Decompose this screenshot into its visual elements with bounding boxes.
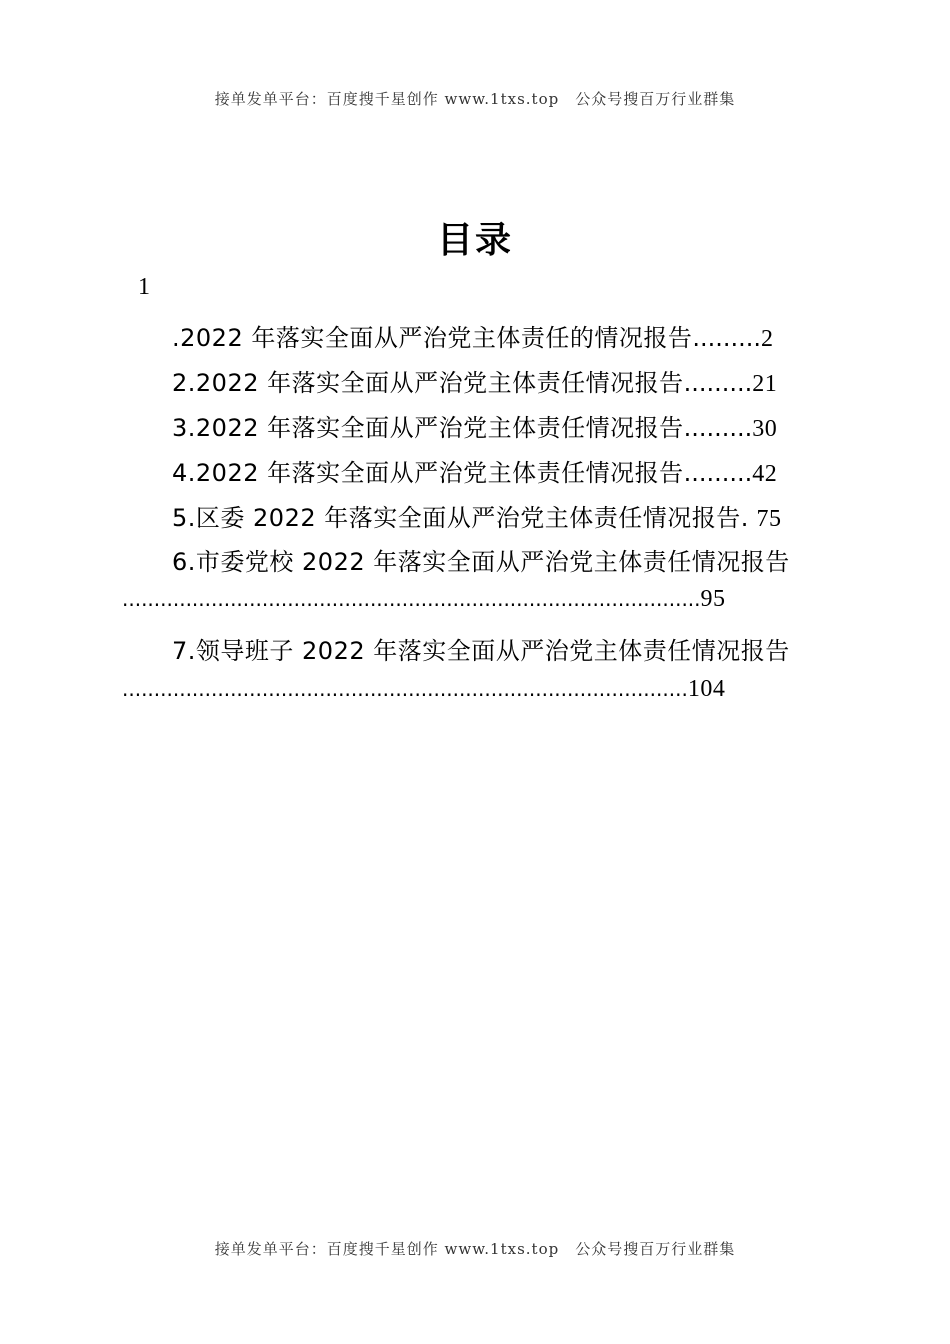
toc-entry-2[interactable]: [172, 363, 777, 398]
toc-entry-title: 5.区委 2022 年落实全面从严治党主体责任情况报告: [172, 504, 741, 532]
toc-entry-leader: .........: [683, 369, 753, 397]
toc-entry-title: 7.领导班子 2022 年落实全面从严治党主体责任情况报告: [172, 637, 790, 665]
toc-entry-leader: .........: [692, 324, 762, 352]
toc-entry-leader: ...........................................................................................: [122, 587, 701, 611]
toc-entry-5[interactable]: [172, 498, 782, 533]
toc-entry-7[interactable]: [172, 631, 790, 666]
toc-entry-leader: .........................................................................................: [122, 677, 688, 701]
toc-entry-title: 2.2022 年落实全面从严治党主体责任情况报告: [172, 369, 684, 397]
page-header: 接单发单平台：百度搜千星创作 www.1txs.top 公众号搜百万行业群集: [214, 90, 736, 108]
toc-entry-title: 3.2022 年落实全面从严治党主体责任情况报告: [172, 414, 684, 442]
toc-entry-title: .2022 年落实全面从严治党主体责任的情况报告: [172, 324, 693, 352]
toc-entry-leader: .........: [683, 459, 753, 487]
toc-entry-page: 2: [761, 326, 774, 352]
toc-entry-3[interactable]: [172, 408, 777, 443]
toc-entry-page: 30: [752, 416, 778, 442]
toc-entry-page: 95: [700, 586, 726, 612]
toc-entry-4[interactable]: [172, 453, 777, 488]
page-footer: 接单发单平台：百度搜千星创作 www.1txs.top 公众号搜百万行业群集: [214, 1240, 736, 1258]
toc-entry-page: 75: [756, 506, 782, 532]
toc-entry-title: 6.市委党校 2022 年落实全面从严治党主体责任情况报告: [172, 548, 790, 576]
toc-entry-page: 104: [687, 676, 726, 702]
toc-entry-leader: .........: [683, 414, 753, 442]
toc-entry-1[interactable]: [172, 318, 774, 353]
toc-entry-page: 42: [752, 461, 778, 487]
toc-entry-6-continuation[interactable]: [122, 586, 726, 613]
toc-entry-7-continuation[interactable]: [122, 676, 725, 703]
toc-entry-page: 21: [752, 371, 778, 397]
toc-entry-6[interactable]: [172, 542, 790, 577]
toc-entry-title: 4.2022 年落实全面从严治党主体责任情况报告: [172, 459, 684, 487]
toc-entry-leader: .: [740, 504, 749, 532]
toc-title: 目录: [436, 219, 513, 261]
toc-first-number: 1: [138, 274, 150, 300]
